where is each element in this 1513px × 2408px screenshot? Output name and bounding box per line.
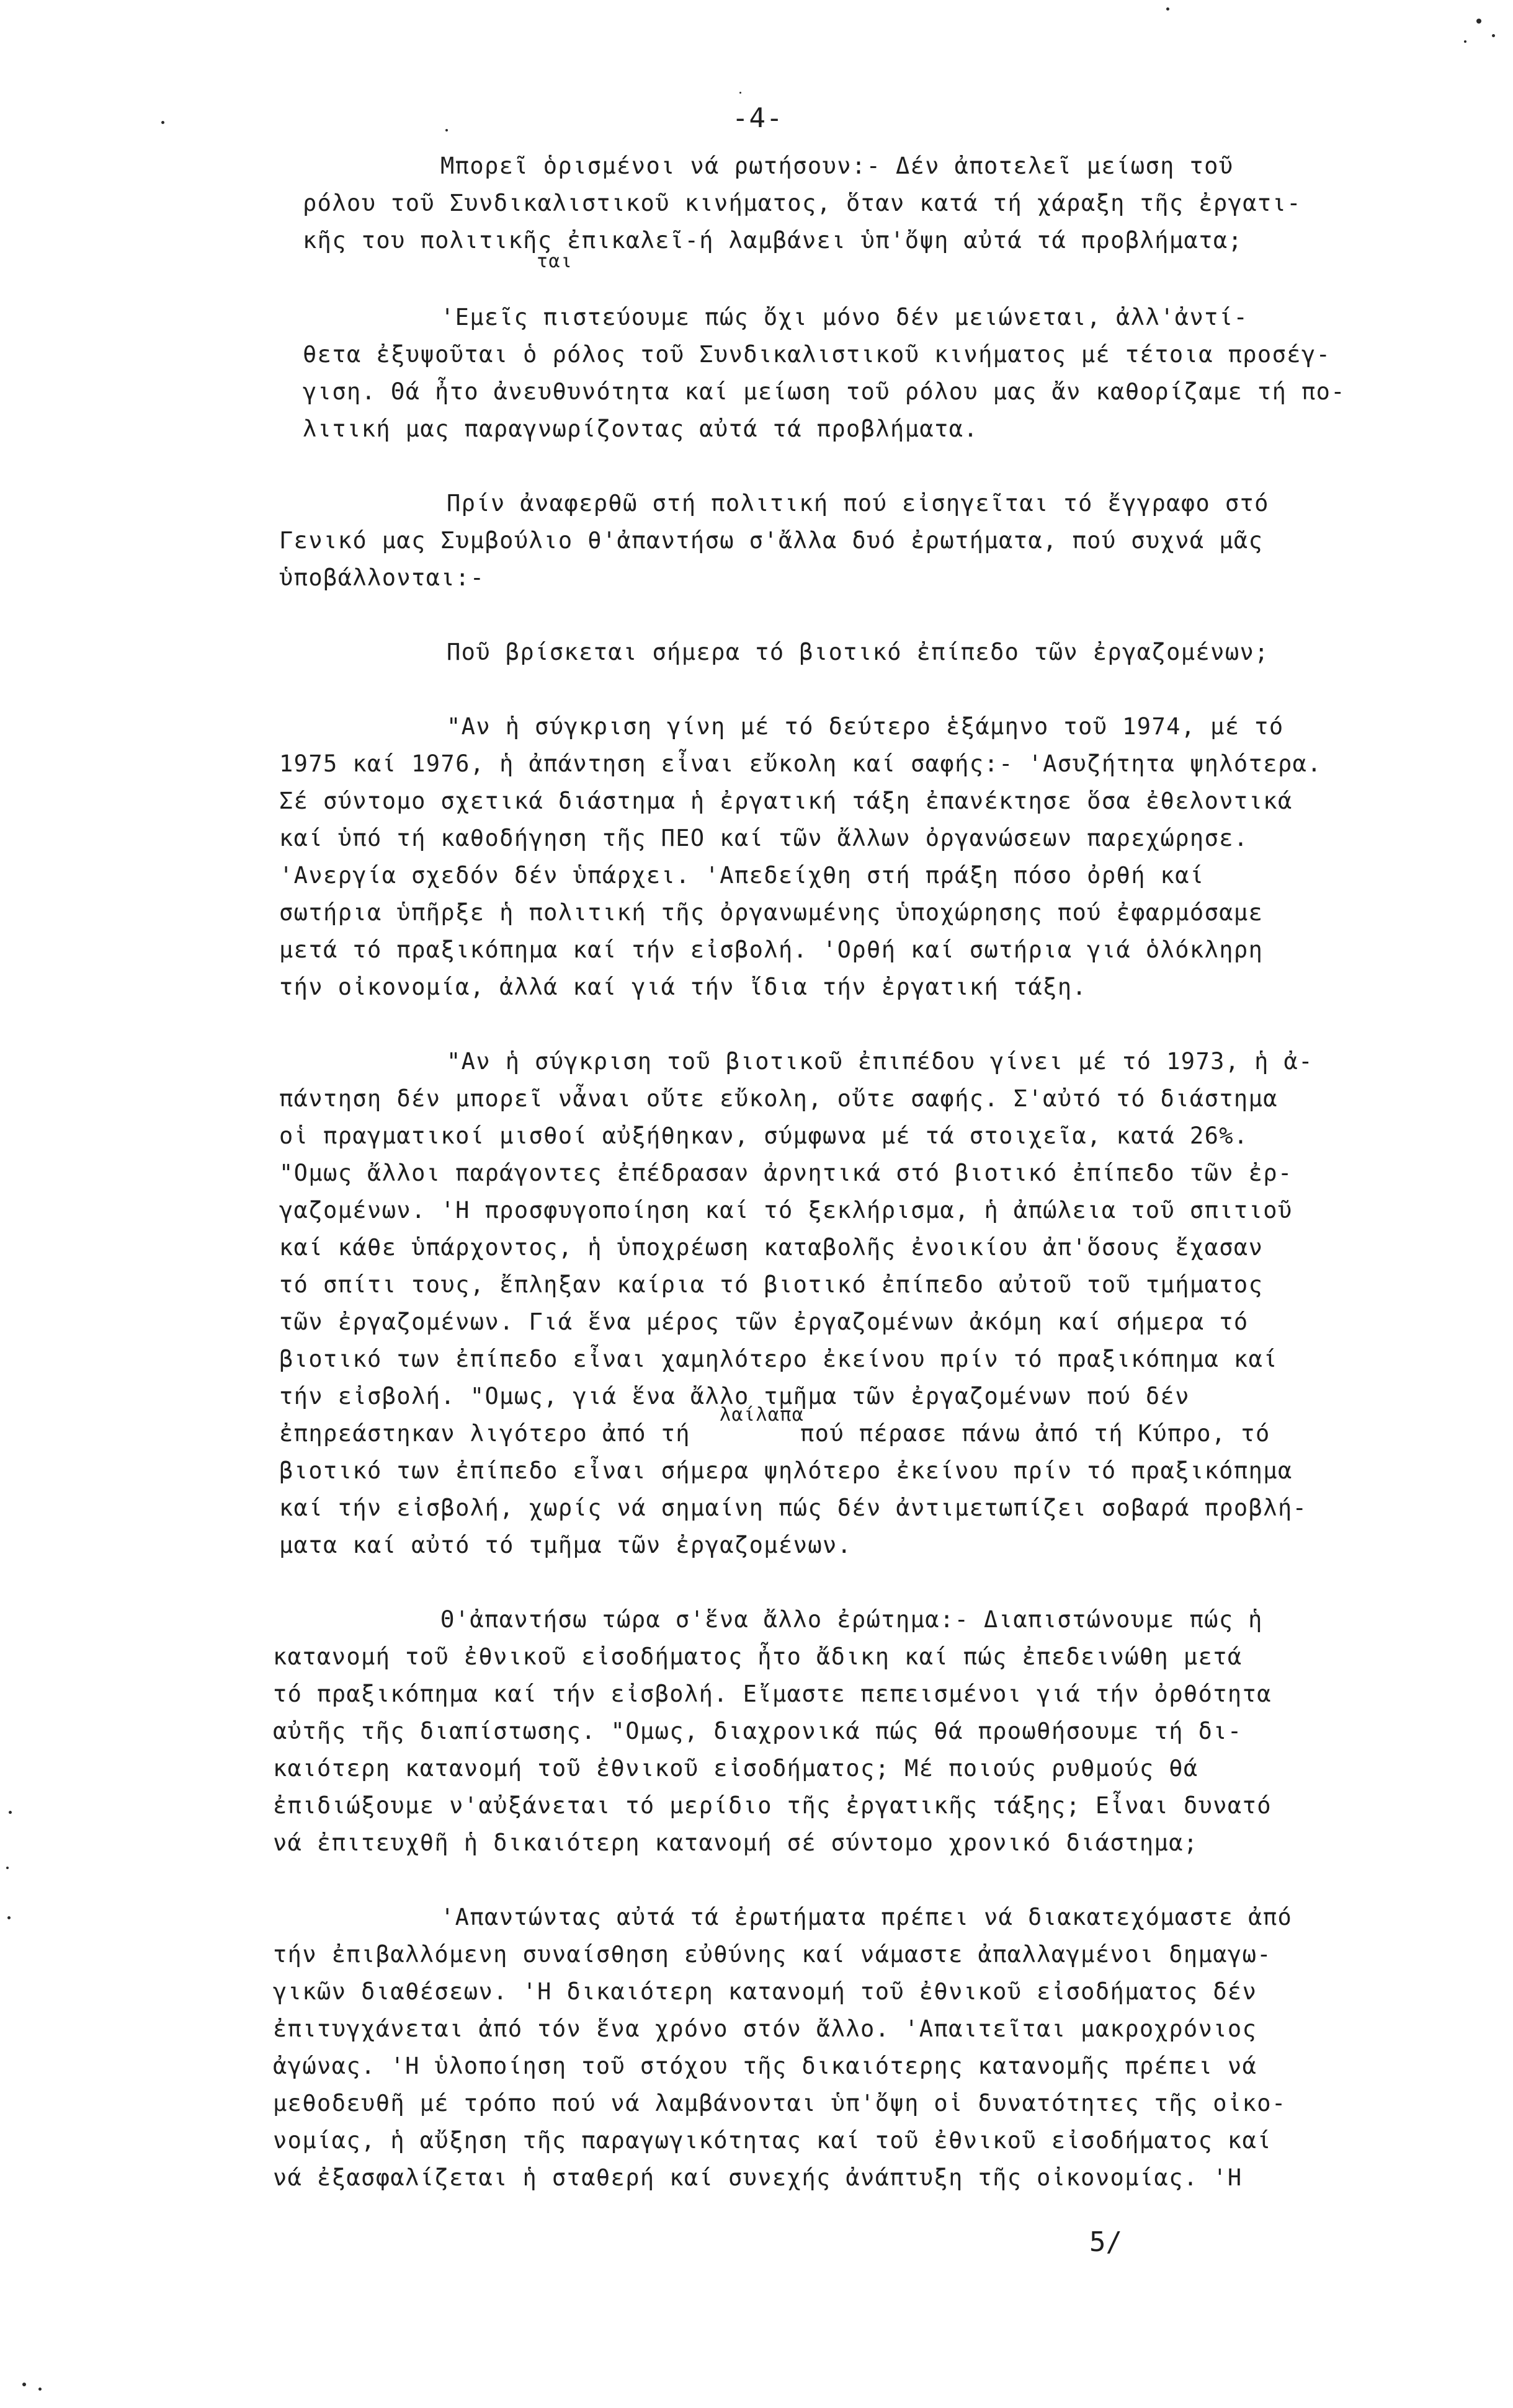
text-line: ἐπηρεάστηκαν λιγότερο ἀπό τή — [279, 1420, 690, 1447]
text-line: τήν εἰσβολή. "Ομως, γιά ἕνα ἄλλο τμῆμα τῶν ἐργαζομένων πού δέν — [279, 1383, 1190, 1410]
text-line: νά ἐξασφαλίζεται ἡ σταθερή καί συνεχής ἀνάπτυξη τῆς οἰκονομίας. 'Η — [273, 2164, 1243, 2191]
text-line: ματα καί αὐτό τό τμῆμα τῶν ἐργαζομένων. — [279, 1532, 852, 1558]
text-line: πάντηση δέν μπορεῖ νἆναι οὔτε εὔκολη, οὔτε σαφής. Σ'αὐτό τό διάστημα — [279, 1085, 1278, 1112]
text-line: τήν οἰκονομία, ἀλλά καί γιά τήν ἴδια τήν ἐργατική τάξη. — [279, 974, 1087, 1000]
scan-speck — [9, 1811, 12, 1814]
text-line: οἱ πραγματικοί μισθοί αὐξήθηκαν, σύμφωνα μέ τά στοιχεῖα, κατά 26%. — [279, 1122, 1249, 1149]
text-line: "Ομως ἄλλοι παράγοντες ἐπέδρασαν ἀρνητικά στό βιοτικό ἐπίπεδο τῶν ἐρ- — [279, 1160, 1293, 1186]
text-line: καί τήν εἰσβολή, χωρίς νά σημαίνη πώς δέν ἀντιμετωπίζει σοβαρά προβλή- — [279, 1495, 1308, 1521]
next-page-marker: 5/ — [1089, 2226, 1122, 2258]
section-question: Ποῦ βρίσκεται σήμερα τό βιοτικό ἐπίπεδο τῶν ἐργαζομένων; — [447, 639, 1269, 665]
handwritten-insertion: ται — [537, 251, 573, 272]
text-line: γαζομένων. 'Η προσφυγοποίηση καί τό ξεκλήρισμα, ἡ ἀπώλεια τοῦ σπιτιοῦ — [279, 1197, 1293, 1224]
scan-speck — [22, 2383, 26, 2386]
text-line: καιότερη κατανομή τοῦ ἐθνικοῦ εἰσοδήματος; Μέ ποιούς ρυθμούς θά — [273, 1755, 1198, 1782]
text-line: μεθοδευθῆ μέ τρόπο πού νά λαμβάνονται ὑπ'ὄψη οἱ δυνατότητες τῆς οἰκο- — [273, 2090, 1287, 2117]
text-line: μετά τό πραξικόπημα καί τήν εἰσβολή. 'Ορθή καί σωτήρια γιά ὁλόκληρη — [279, 936, 1264, 963]
text-line: 'Εμεῖς πιστεύουμε πώς ὄχι μόνο δέν μειώνεται, ἀλλ'ἀντί- — [440, 304, 1249, 331]
text-line: κῆς του πολιτικῆς ἐπικαλεῖ-ή λαμβάνει ὑπ'ὄψη αὐτά τά προβλήματα; — [303, 227, 1243, 254]
scan-speck — [739, 92, 741, 94]
scan-speck — [445, 129, 448, 131]
text-line: πού πέρασε πάνω ἀπό τή Κύπρο, τό — [800, 1420, 1270, 1447]
page-number: -4- — [732, 102, 783, 134]
text-line: 'Ανεργία σχεδόν δέν ὑπάρχει. 'Απεδείχθη στή πράξη πόσο ὀρθή καί — [279, 862, 1205, 889]
text-line: αὐτῆς τῆς διαπίστωσης. "Ομως, διαχρονικά πώς θά προωθήσουμε τή δι- — [273, 1718, 1243, 1744]
text-line: γιση. Θά ἦτο ἀνευθυνότητα καί μείωση τοῦ ρόλου μας ἄν καθορίζαμε τή πο- — [303, 378, 1346, 405]
scan-speck — [1476, 19, 1481, 24]
text-line: ρόλου τοῦ Συνδικαλιστικοῦ κινήματος, ὅταν κατά τή χάραξη τῆς ἐργατι- — [303, 190, 1301, 216]
handwritten-insertion: λαίλαπα — [720, 1404, 805, 1426]
scan-speck — [7, 1916, 11, 1919]
text-line: ἐπιδιώξουμε ν'αὐξάνεται τό μερίδιο τῆς ἐργατικῆς τάξης; Εἶναι δυνατό — [273, 1792, 1272, 1819]
text-line: Σέ σύντομο σχετικά διάστημα ἡ ἐργατική τάξη ἐπανέκτησε ὅσα ἐθελοντικά — [279, 788, 1293, 814]
scan-speck — [161, 121, 164, 124]
scan-speck — [1464, 40, 1466, 43]
text-line: λιτική μας παραγνωρίζοντας αὐτά τά προβλήματα. — [303, 415, 979, 442]
text-line: "Αν ἡ σύγκριση γίνη μέ τό δεύτερο ἑξάμηνο τοῦ 1974, μέ τό — [447, 713, 1284, 740]
text-line: 1975 καί 1976, ἡ ἀπάντηση εἶναι εὔκολη καί σαφής:- 'Ασυζήτητα ψηλότερα. — [279, 750, 1322, 777]
text-line: τό σπίτι τους, ἔπληξαν καίρια τό βιοτικό ἐπίπεδο αὐτοῦ τοῦ τμήματος — [279, 1271, 1264, 1298]
text-line: νομίας, ἡ αὔξηση τῆς παραγωγικότητας καί τοῦ ἐθνικοῦ εἰσοδήματος καί — [273, 2127, 1272, 2154]
text-line: Μπορεῖ ὁρισμένοι νά ρωτήσουν:- Δέν ἀποτελεῖ μείωση τοῦ — [440, 153, 1234, 179]
text-line: "Αν ἡ σύγκριση τοῦ βιοτικοῦ ἐπιπέδου γίνει μέ τό 1973, ἡ ἀ- — [447, 1048, 1313, 1075]
text-line: καί ὑπό τή καθοδήγηση τῆς ΠΕΟ καί τῶν ἄλλων ὀργανώσεων παρεχώρησε. — [279, 825, 1249, 851]
text-line: γικῶν διαθέσεων. 'Η δικαιότερη κατανομή τοῦ ἐθνικοῦ εἰσοδήματος δέν — [273, 1978, 1257, 2005]
text-line: βιοτικό των ἐπίπεδο εἶναι σήμερα ψηλότερο ἐκείνου πρίν τό πραξικόπημα — [279, 1457, 1293, 1484]
text-line: Γενικό μας Συμβούλιο θ'ἀπαντήσω σ'ἄλλα δυό ἐρωτήματα, πού συχνά μᾶς — [279, 527, 1264, 554]
text-line: κατανομή τοῦ ἐθνικοῦ εἰσοδήματος ἦτο ἄδικη καί πώς ἐπεδεινώθη μετά — [273, 1643, 1243, 1670]
scan-speck — [38, 2388, 42, 2391]
scan-speck — [1492, 34, 1495, 37]
text-line: τῶν ἐργαζομένων. Γιά ἕνα μέρος τῶν ἐργαζομένων ἀκόμη καί σήμερα τό — [279, 1308, 1249, 1335]
text-line: ὑποβάλλονται:- — [279, 564, 485, 591]
text-line: ἐπιτυγχάνεται ἀπό τόν ἕνα χρόνο στόν ἄλλο. 'Απαιτεῖται μακροχρόνιος — [273, 2015, 1257, 2042]
text-line: Θ'ἀπαντήσω τώρα σ'ἕνα ἄλλο ἐρώτημα:- Διαπιστώνουμε πώς ἡ — [440, 1606, 1263, 1633]
text-line: θετα ἐξυψοῦται ὁ ρόλος τοῦ Συνδικαλιστικοῦ κινήματος μέ τέτοια προσέγ- — [303, 341, 1331, 368]
text-line: νά ἐπιτευχθῆ ἡ δικαιότερη κατανομή σέ σύντομο χρονικό διάστημα; — [273, 1829, 1198, 1856]
text-line: ἀγώνας. 'Η ὑλοποίηση τοῦ στόχου τῆς δικαιότερης κατανομῆς πρέπει νά — [273, 2053, 1257, 2079]
text-line: τήν ἐπιβαλλόμενη συναίσθηση εὐθύνης καί νάμαστε ἀπαλλαγμένοι δημαγω- — [273, 1941, 1272, 1968]
text-line: 'Απαντώντας αὐτά τά ἐρωτήματα πρέπει νά διακατεχόμαστε ἀπό — [440, 1904, 1293, 1930]
scan-speck — [6, 1867, 9, 1869]
text-line: καί κάθε ὑπάρχοντος, ἡ ὑποχρέωση καταβολῆς ἐνοικίου ἀπ'ὅσους ἔχασαν — [279, 1234, 1264, 1261]
text-line: τό πραξικόπημα καί τήν εἰσβολή. Εἴμαστε πεπεισμένοι γιά τήν ὀρθότητα — [273, 1681, 1272, 1707]
text-line: βιοτικό των ἐπίπεδο εἶναι χαμηλότερο ἐκείνου πρίν τό πραξικόπημα καί — [279, 1346, 1278, 1372]
scan-speck — [1166, 7, 1169, 11]
text-line: Πρίν ἀναφερθῶ στή πολιτική πού εἰσηγεῖται τό ἔγγραφο στό — [447, 490, 1269, 517]
text-line: σωτήρια ὑπῆρξε ἡ πολιτική τῆς ὀργανωμένης ὑποχώρησης πού ἐφαρμόσαμε — [279, 899, 1264, 926]
